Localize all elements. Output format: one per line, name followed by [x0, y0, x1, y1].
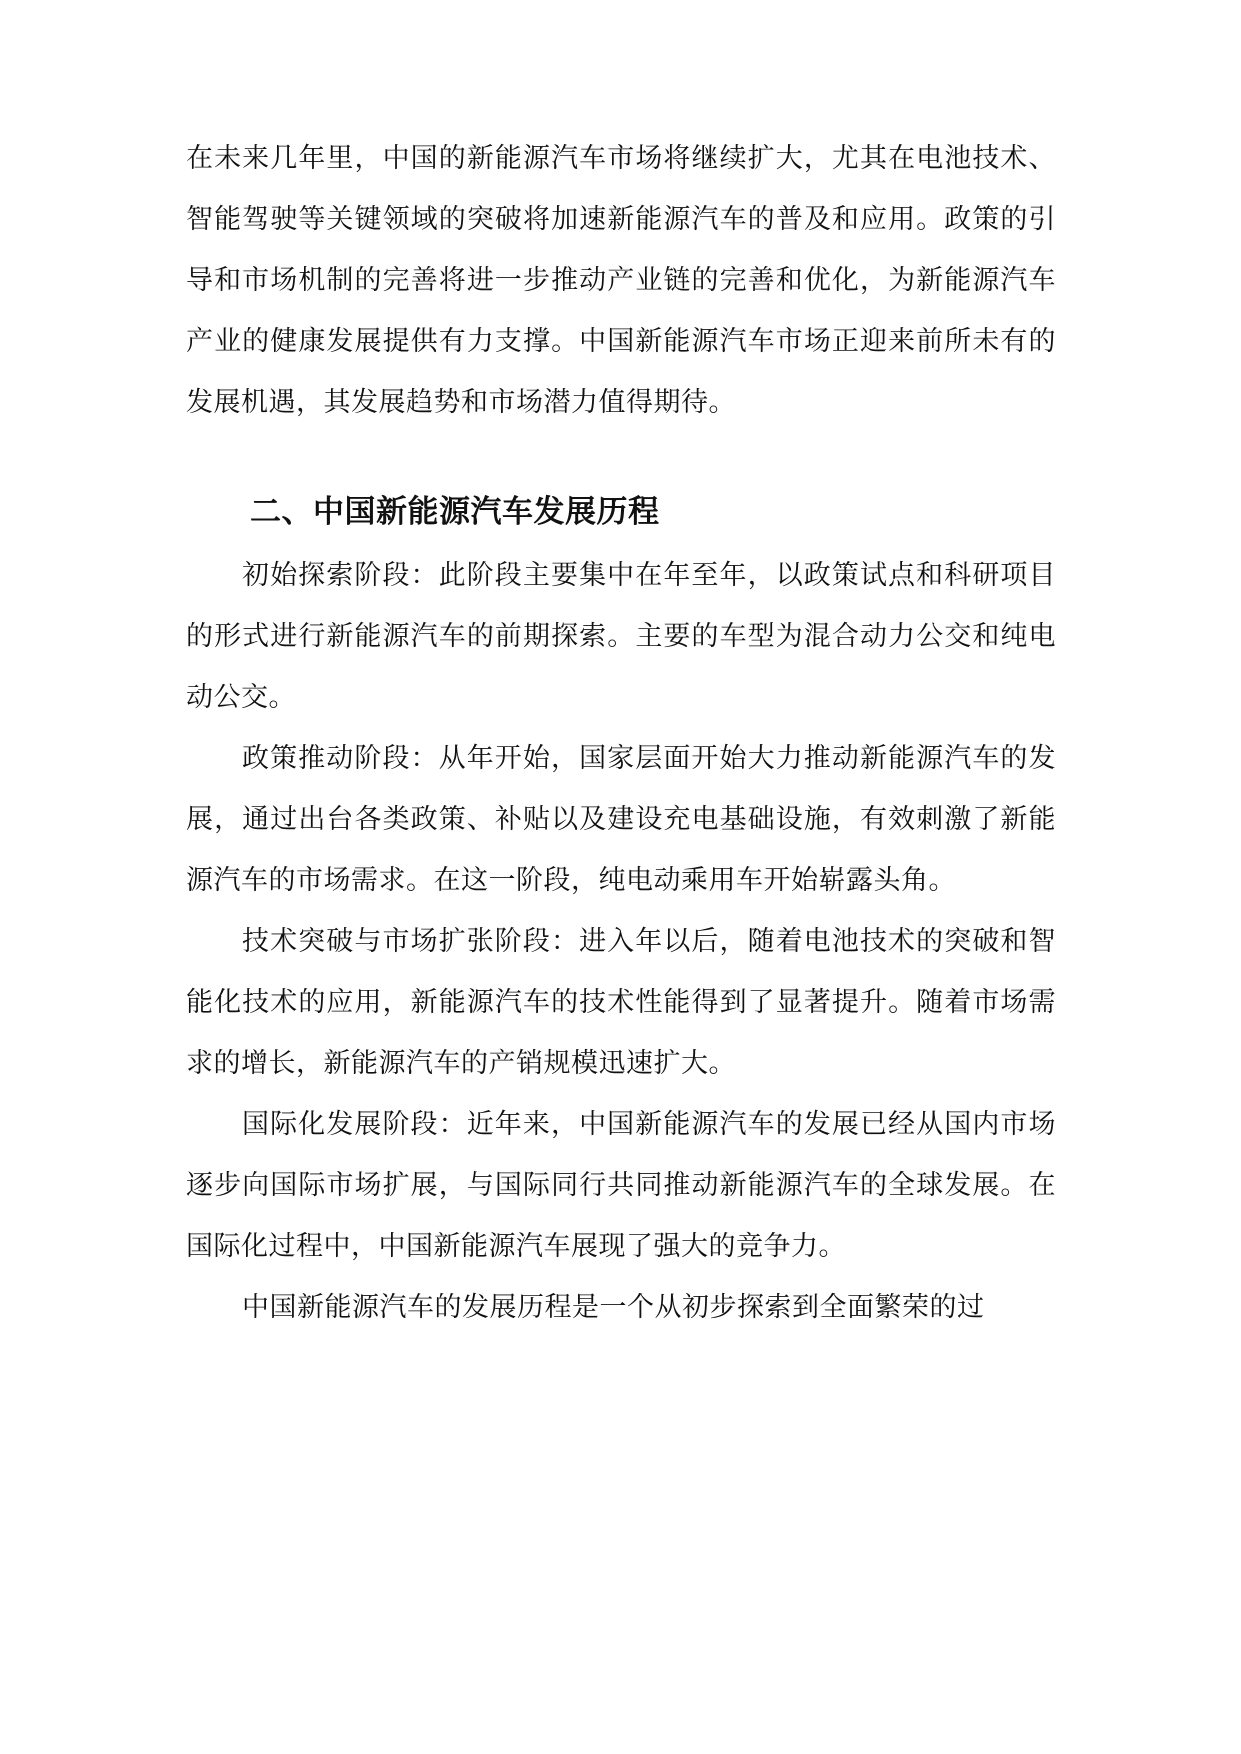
paragraph-summary: 中国新能源汽车的发展历程是一个从初步探索到全面繁荣的过 — [242, 1292, 985, 1323]
section-heading: 二、中国新能源汽车发展历程 — [250, 494, 660, 530]
page-content — [186, 128, 1056, 1338]
intro-paragraph: 在未来几年里，中国的新能源汽车市场将继续扩大，尤其在电池技术、智能驾驶等关键领域的突破将加速新能源汽车的普及和应用。政策的引导和市场机制的完善将进一步推动产业链的完善和优化，为新能源汽车产业的健康发展提供有力支撑。中国新能源汽车市场正迎来前所未有的发展机遇，其发展趋势和市场潜力值得期待。 — [186, 143, 1056, 418]
paragraph-tech-breakthrough: 技术突破与市场扩张阶段：进入年以后，随着电池技术的突破和智能化技术的应用，新能源汽车的技术性能得到了显著提升。随着市场需求的增长，新能源汽车的产销规模迅速扩大。 — [186, 926, 1056, 1079]
paragraph-initial-exploration: 初始探索阶段：此阶段主要集中在年至年，以政策试点和科研项目的形式进行新能源汽车的前期探索。主要的车型为混合动力公交和纯电动公交。 — [186, 560, 1056, 713]
paragraph-policy-driven: 政策推动阶段：从年开始，国家层面开始大力推动新能源汽车的发展，通过出台各类政策、补贴以及建设充电基础设施，有效刺激了新能源汽车的市场需求。在这一阶段，纯电动乘用车开始崭露头角。 — [186, 743, 1056, 896]
paragraph-internationalization: 国际化发展阶段：近年来，中国新能源汽车的发展已经从国内市场逐步向国际市场扩展，与国际同行共同推动新能源汽车的全球发展。在国际化过程中，中国新能源汽车展现了强大的竞争力。 — [186, 1109, 1056, 1262]
